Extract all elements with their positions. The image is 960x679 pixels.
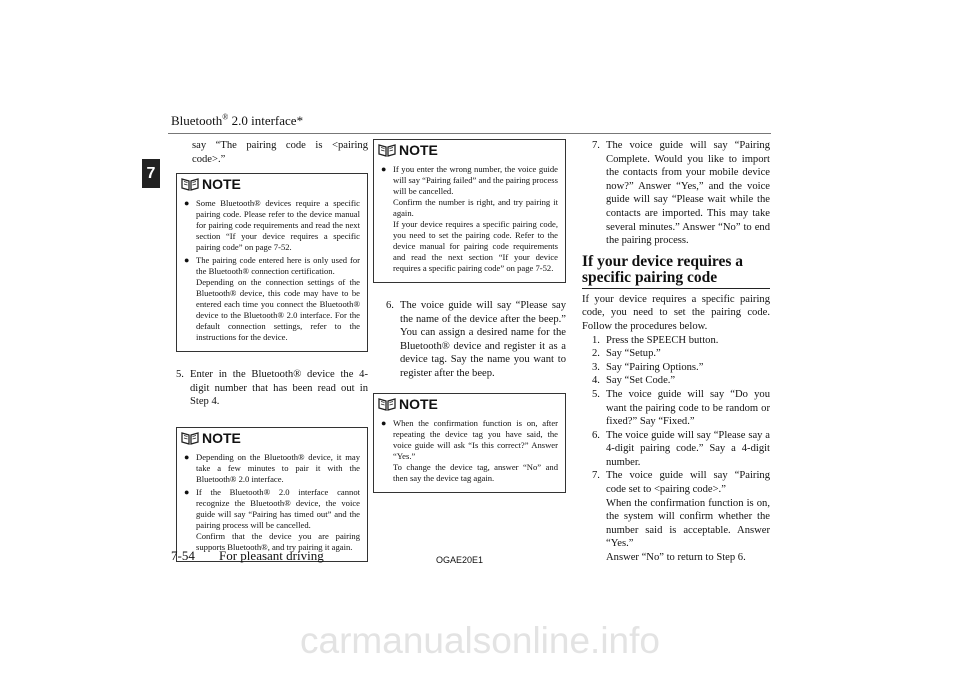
section-heading: If your device requires a specific pairing code [582, 254, 770, 289]
list-item: 6. The voice guide will say “Please say a 4-digit pairing code.” Say a 4-digit number. [592, 429, 770, 468]
note-bullet: ● Depending on the Bluetooth® device, it may take a few minutes to pair it with the Bluetooth® 2.0 interface. [184, 451, 360, 484]
note-box [176, 173, 368, 352]
chapter-tab: 7 [142, 159, 160, 188]
note-icon [180, 431, 200, 445]
list-item: 7. The voice guide will say “Pairing code set to <pairing code>.” When the confirmation function is on, the system will confirm whether the number said is acceptable. Answer “Yes.” Answer “No” to return to Step 6. [592, 470, 770, 564]
list-item: 5. The voice guide will say “Do you want the pairing code to be random or fixed?” Say “Fixed.” [592, 388, 770, 428]
note-box [373, 139, 566, 283]
column-1 [176, 139, 368, 562]
section-intro: If your device requires a specific pairing code, you need to set the pairing code. Follow the procedures below. [582, 293, 770, 332]
header-rule [168, 133, 771, 134]
list-item: 4. Say “Set Code.” [592, 375, 676, 387]
step-7: 7. The voice guide will say “Pairing Complete. Would you like to import the contacts from your mobile device now?” Answer “Yes,” and the voice guide will say “Please wait while the contacts are imported. This may take several minutes.” Answer “No” to end the pairing process. [592, 140, 770, 247]
column-3 [582, 139, 770, 565]
step-5: 5. Enter in the Bluetooth® device the 4-digit number that has been read out in Step 4. [176, 369, 368, 408]
procedure-list [582, 334, 770, 565]
note-icon [377, 143, 397, 157]
note-icon [180, 177, 200, 191]
column-2 [373, 139, 566, 493]
list-item: 3. Say “Pairing Options.” [592, 361, 704, 373]
page-header: Bluetooth® 2.0 interface* [171, 112, 304, 128]
note-title: NOTE [399, 395, 438, 412]
note-box [176, 427, 368, 562]
list-item: 2. Say “Setup.” [592, 348, 661, 360]
list-item: 1. Press the SPEECH button. [592, 334, 719, 346]
note-box [373, 393, 566, 493]
note-bullet: ● When the confirmation function is on, after repeating the device tag you have said, the voice guide will ask “Is this correct?” Answer “Yes.” To change the device tag, answer “No” and then say the device tag again. [381, 417, 558, 483]
note-bullet: ● If you enter the wrong number, the voice guide will say “Pairing failed” and the pairing process will be cancelled. Confirm the number is right, and try pairing it again. If your device requires a specific pairing code, you need to set the pairing code. Refer to the device manual for pairing code requirements and read the next section “If your device requires a specific pairing code” on page 7-52. [381, 164, 558, 273]
note-title: NOTE [202, 176, 241, 193]
step-6: 6. The voice guide will say “Please say the name of the device after the beep.” You can assign a desired name for the Bluetooth® device and register it as a device tag. Say the name you want to register after the beep. [386, 300, 566, 379]
note-title: NOTE [399, 142, 438, 158]
note-icon [377, 397, 397, 411]
note-bullet: ● If the Bluetooth® 2.0 interface cannot recognize the Bluetooth® device, the voice guide will say “Pairing has timed out” and the pairing process will be cancelled. Confirm that the device you are pairing supports Bluetooth®, and try pairing it again. [184, 486, 360, 552]
watermark: carmanualsonline.info [300, 620, 660, 661]
footer-section: For pleasant driving [219, 548, 324, 563]
document-code: OGAE20E1 [436, 555, 484, 565]
note-bullet: ● The pairing code entered here is only used for the Bluetooth® connection certification. Depending on the connection settings of the Bluetooth® device, this code may have to be entered each time you connect the Bluetooth® device to the Bluetooth® 2.0 interface. For the default connection settings, refer to the instructions for the device. [184, 255, 360, 343]
page-number: 7-54 [171, 548, 195, 563]
note-title: NOTE [202, 429, 241, 446]
note-bullet: ● Some Bluetooth® devices require a specific pairing code. Please refer to the device manual for pairing code requirements and read the next section “If your device requires a specific pairing code” on page 7-52. [184, 198, 360, 253]
intro-text: say “The pairing code is <pairing code>.” [192, 140, 368, 165]
